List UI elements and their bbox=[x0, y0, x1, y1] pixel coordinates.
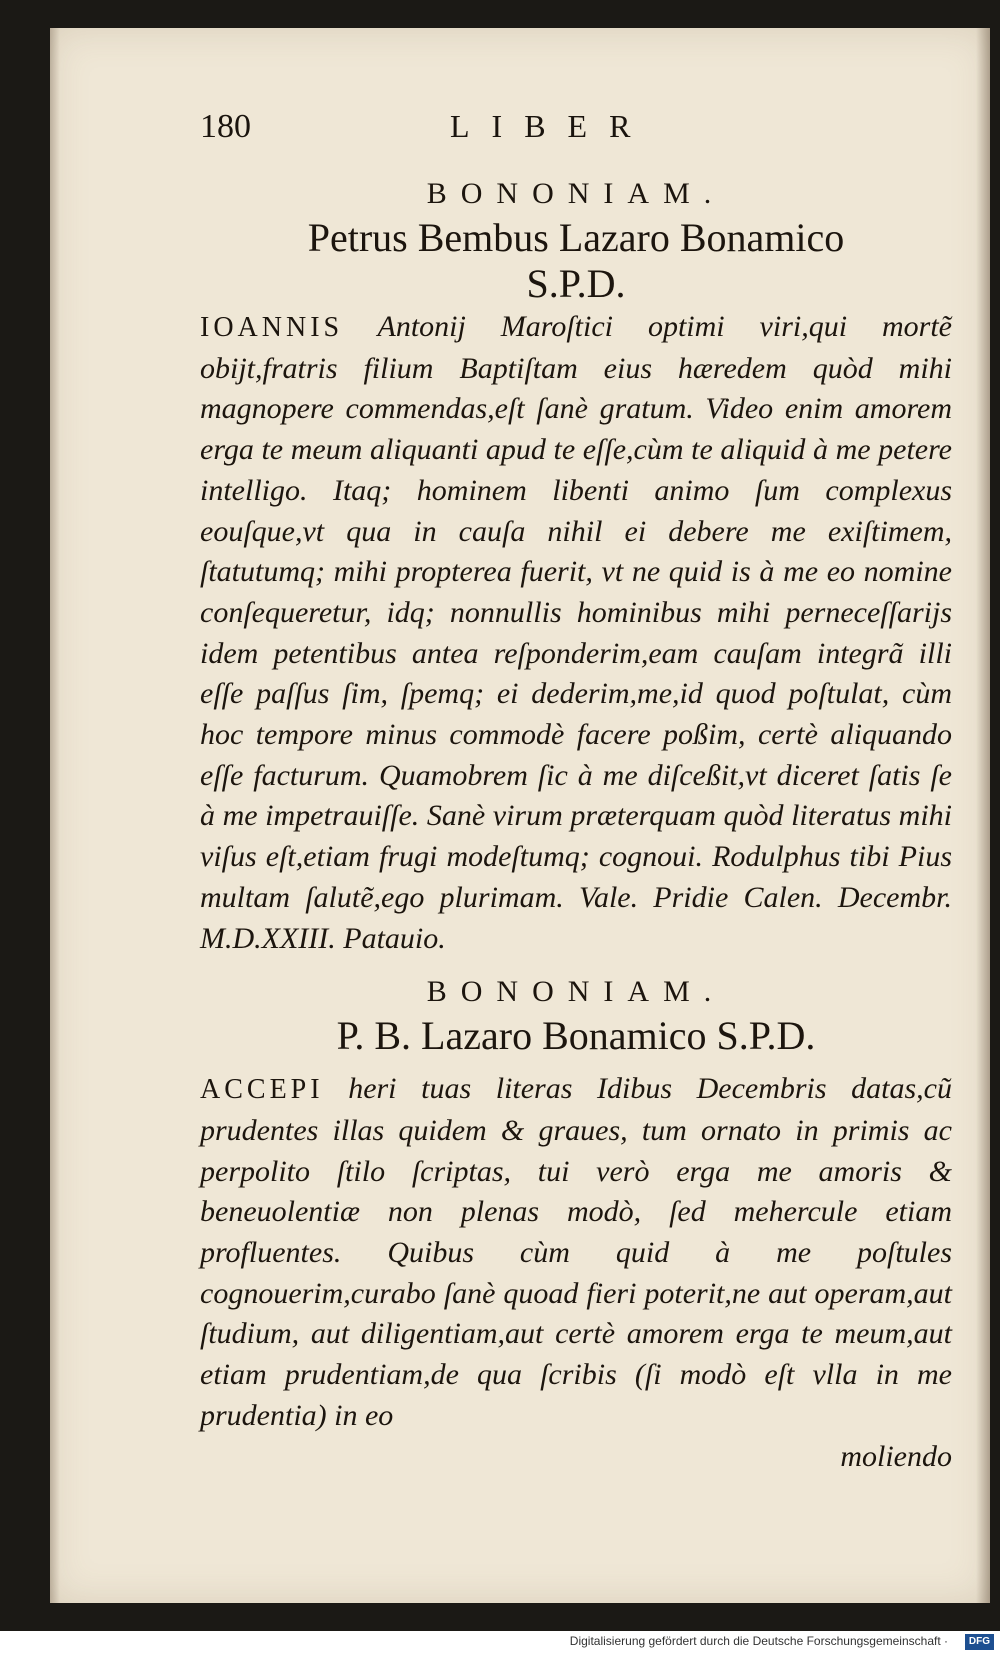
letter-2-opener: ACCEPI bbox=[200, 1074, 324, 1106]
letter-1-text: Antonij Maroſtici optimi viri,qui mortẽ obijt,fratris filium Baptiſtam eius hæredem quòd mihi magnopere commendas,eſt ſanè gratum. Video enim amorem erga te meum aliquanti apud te eſſe,cùm te aliquid à me petere intelligo. Itaq; hominem libenti animo ſum complexus eouſque,vt qua in cauſa nihil ei debere me exiſtimem, ſtatutumq; mihi propterea fuerit, vt ne quid is à me eo nomine conſequeretur, idq; nonnullis hominibus mihi perneceſſarijs idem petentibus antea reſponderim,eam cauſam integrã illi eſſe paſſus ſim, ſpemq; ei dederim,me,id quod poſtulat, cùm hoc tempore minus commodè facere poßim, certè aliquando eſſe facturum. Quamobrem ſic à me diſceßit,vt diceret ſatis ſe à me impetrauiſſe. Sanè virum præterquam quòd literatus mihi viſus eſt,etiam frugi modeſtumq; cognoui. Rodulphus tibi Pius multam ſalutẽ,ego plurimam. Vale. Pridie Calen. Decembr. M.D.XXIII. Patauio. bbox=[200, 310, 952, 955]
running-head: LIBER bbox=[450, 108, 653, 144]
letter-1-opener: IOANNIS bbox=[200, 312, 344, 343]
letter-1-salutation: S.P.D. bbox=[526, 261, 626, 306]
letter-2-body bbox=[200, 1069, 952, 1436]
footer-banner bbox=[0, 1631, 1000, 1654]
letter-2-destination: BONONIAM. bbox=[426, 975, 726, 1009]
letter-1-body bbox=[200, 307, 952, 959]
page-number: 180 bbox=[200, 108, 251, 145]
catchword: moliendo bbox=[840, 1439, 952, 1473]
page-header bbox=[200, 108, 940, 168]
letter-2 bbox=[200, 971, 952, 1476]
book-page bbox=[50, 28, 990, 1603]
letter-2-heading: P. B. Lazaro Bonamico S.P.D. bbox=[336, 1013, 816, 1059]
letter-2-text: heri tuas literas Idibus Decembris datas,cũ prudentes illas quidem & graues, tum ornato in primis ac perpolito ſtilo ſcriptas, tui verò erga me amoris & beneuolentiæ non plenas modò, ſed mehercule etiam profluentes. Quibus cùm quid à me poſtules cognouerim,curabo ſanè quoad fieri poterit,ne aut operam,aut ſtudium, aut diligentiam,aut certè amorem erga te meum,aut etiam prudentiam,de qua ſcribis (ſi modò eſt vlla in me prudentia) in eo bbox=[200, 1072, 952, 1432]
letter-1 bbox=[200, 173, 952, 959]
letter-1-destination: BONONIAM. bbox=[426, 177, 726, 210]
dfg-logo: DFG bbox=[965, 1634, 994, 1650]
footer-credit: Digitalisierung gefördert durch die Deutsche Forschungsgemeinschaft · bbox=[569, 1634, 948, 1648]
letter-1-heading: Petrus Bembus Lazaro Bonamico bbox=[307, 215, 845, 260]
text-block bbox=[200, 173, 952, 1477]
